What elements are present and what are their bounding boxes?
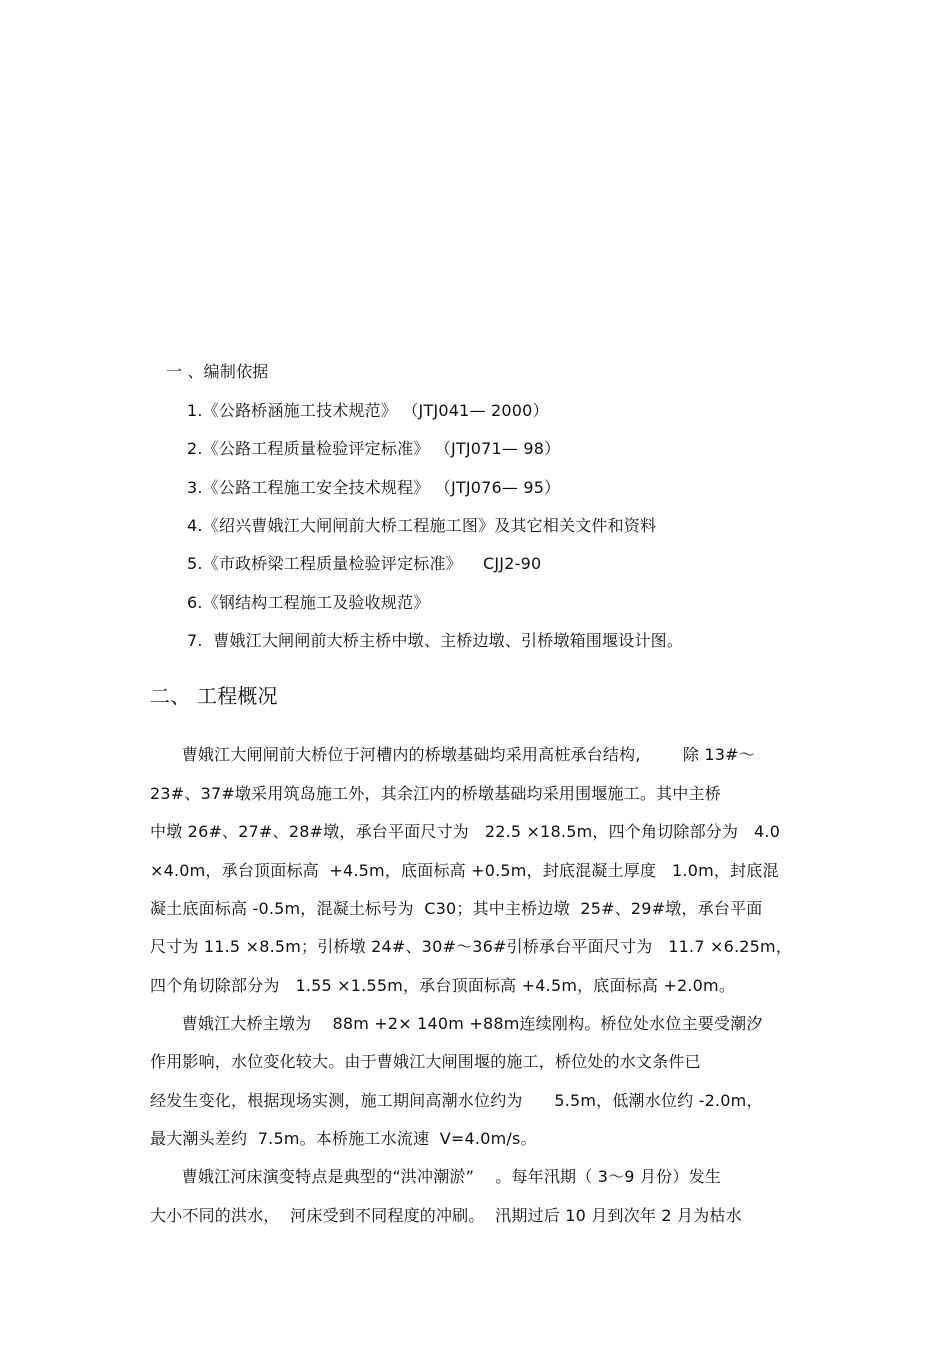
paragraph-line: 最大潮头差约 7.5m。本桥施工水流速 V=4.0m/s。 [150,1129,537,1148]
reference-item-4: 4.《绍兴曹娥江大闸闸前大桥工程施工图》及其它相关文件和资料 [187,516,657,535]
reference-item-7: 7. 曹娥江大闸闸前大桥主桥中墩、主桥边墩、引桥墩箱围堰设计图。 [187,631,684,650]
paragraph-line: 大小不同的洪水， 河床受到不同程度的冲刷。 汛期过后 10 月到次年 2 月为枯水 [150,1206,742,1225]
paragraph-line: 尺寸为 11.5 ×8.5m；引桥墩 24#、30#～36#引桥承台平面尺寸为 11.7 ×6.25m， [150,937,793,956]
paragraph-line: 凝土底面标高 -0.5m，混凝土标号为 C30；其中主桥边墩 25#、29#墩，承台平面 [150,899,763,918]
paragraph-line: 作用影响，水位变化较大。由于曹娥江大闸围堰的施工，桥位处的水文条件已 [150,1052,701,1071]
reference-item-2: 2.《公路工程质量检验评定标准》 （JTJ071— 98） [187,439,561,458]
paragraph-line: 四个角切除部分为 1.55 ×1.55m，承台顶面标高 +4.5m，底面标高 +2.0m。 [150,976,736,995]
paragraph-line: 23#、37#墩采用筑岛施工外，其余江内的桥墩基础均采用围堰施工。其中主桥 [150,784,721,803]
paragraph-line: 经发生变化，根据现场实测，施工期间高潮水位约为 5.5m，低潮水位约 -2.0m， [150,1091,763,1110]
reference-item-6: 6.《钢结构工程施工及验收规范》 [187,593,430,612]
paragraph-line: 曹娥江河床演变特点是典型的“洪冲潮淤” 。每年汛期（ 3～9 月份）发生 [150,1167,721,1186]
reference-item-5: 5.《市政桥梁工程质量检验评定标准》 CJJ2-90 [187,554,542,573]
reference-item-1: 1.《公路桥涵施工技术规范》 （JTJ041— 2000） [187,401,549,420]
reference-item-3: 3.《公路工程施工安全技术规程》 （JTJ076— 95） [187,478,561,497]
paragraph-line: 曹娥江大桥主墩为 88m +2× 140m +88m连续刚构。桥位处水位主要受潮汐 [150,1014,763,1033]
section-heading-basis: 一 、编制依据 [166,362,269,381]
paragraph-line: 曹娥江大闸闸前大桥位于河槽内的桥墩基础均采用高桩承台结构, 除 13#～ [150,745,755,764]
paragraph-line: 中墩 26#、27#、28#墩，承台平面尺寸为 22.5 ×18.5m，四个角切除部分为 4.0 [150,822,781,841]
paragraph-line: ×4.0m，承台顶面标高 +4.5m，底面标高 +0.5m，封底混凝土厚度 1.0m，封底混 [150,861,779,880]
section-heading-overview: 二、 工程概况 [150,684,278,708]
